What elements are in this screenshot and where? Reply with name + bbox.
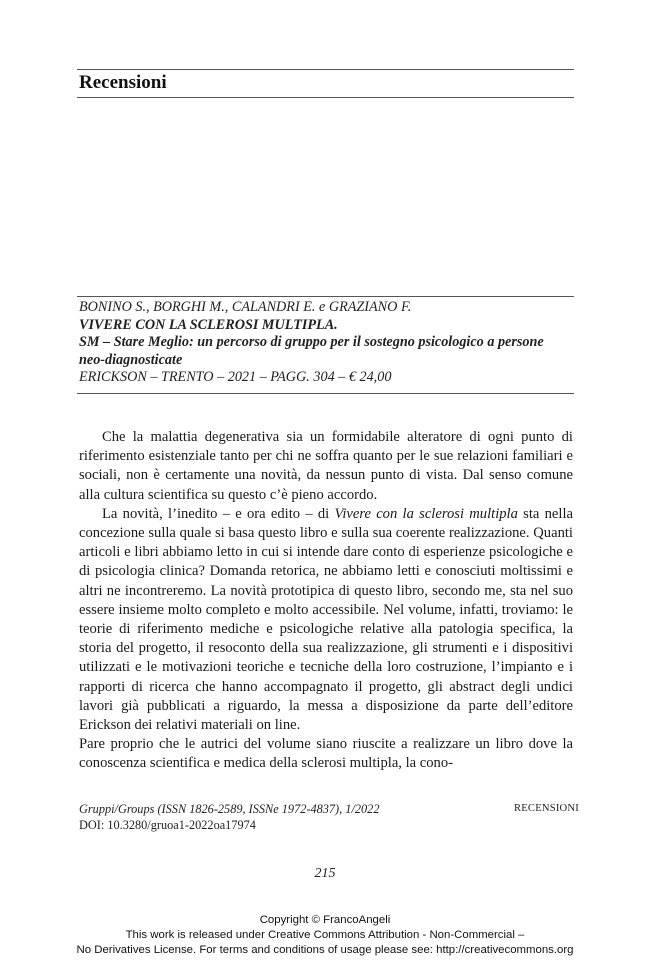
paragraph-3: Pare proprio che le autrici del volume siano riuscite a realizzare un libro dove la conoscenza scientifica e medica della sclerosi multipla, la cono-: [79, 736, 573, 772]
paragraph-1: Che la malattia degenerativa sia un formidabile alteratore di ogni punto di riferimento esistenziale tanto per chi ne soffra quanto per le sue relazioni familiari e sociali, non è certamente una novità, da nessun punto di vista. Dal senso comune alla cultura scientifica su questo c’è pieno accordo.: [79, 429, 573, 503]
header-bottom-rule: [77, 97, 574, 98]
paragraph-2-lead: La novità, l’inedito – e ora edito – di: [102, 505, 335, 522]
doi: DOI: 10.3280/gruoa1-2022oa17974: [79, 818, 256, 832]
book-subtitle: SM – Stare Meglio: un percorso di gruppo per il sostegno psicologico a persone neo-diagnosticate: [79, 334, 544, 368]
journal-citation: Gruppi/Groups (ISSN 1826-2589, ISSNe 1972-4837), 1/2022: [79, 802, 380, 816]
license-notice: [0, 913, 650, 958]
section-title: Recensioni: [79, 72, 167, 93]
book-title: VIVERE CON LA SCLEROSI MULTIPLA.: [79, 316, 338, 333]
review-body: [79, 428, 573, 774]
page-number: 215: [314, 866, 336, 881]
paragraph-2-rest: sta nella concezione sulla quale si basa questo libro e sulla sua coerente realizzazione. Quanti articoli e libri abbiamo letto in cui si intende dare conto di esperienze psicologiche e di psicologia clinica? Domanda retorica, ne abbiamo letti e conosciuti moltissimi e altri ne incontreremo. La novità prototipica di questo libro, secondo me, sta nel suo essere insieme molto completo e molto accessibile. Nel volume, infatti, troviamo: le teorie di riferimento mediche e psicologiche relative alla patologia specifica, la storia del progetto, il resoconto della sua realizzazione, gli strumenti e i dispositivi utilizzati e le motivazioni teoriche e tecniche della loro costruzione, l’impianto e i rapporti di ricerca che hanno accompagnato il progetto, gli abstract degli undici lavori già pubblicati a riguardo, la messa a disposizione da parte dell’editore Erickson dei relativi materiali on line.: [79, 505, 573, 734]
reference-bottom-rule: [77, 393, 574, 394]
header-top-rule: [77, 69, 574, 70]
book-reference: [79, 299, 573, 387]
book-title-inline: Vivere con la sclerosi multipla: [334, 505, 518, 522]
license-line-2: This work is released under Creative Commons Attribution - Non-Commercial –: [125, 929, 525, 941]
license-line-1: Copyright © FrancoAngeli: [259, 914, 391, 926]
footer-section-label: RECENSIONI: [514, 803, 579, 814]
book-publisher-line: ERICKSON – TRENTO – 2021 – PAGG. 304 – € 24,00: [79, 369, 392, 385]
reference-top-rule: [77, 296, 574, 297]
book-authors: BONINO S., BORGHI M., CALANDRI E. e GRAZIANO F.: [79, 299, 412, 315]
paragraph-2: [79, 505, 573, 735]
journal-footer: [79, 801, 379, 833]
license-line-3: No Derivatives License. For terms and conditions of usage please see: http://creativecommons.org: [76, 944, 574, 956]
